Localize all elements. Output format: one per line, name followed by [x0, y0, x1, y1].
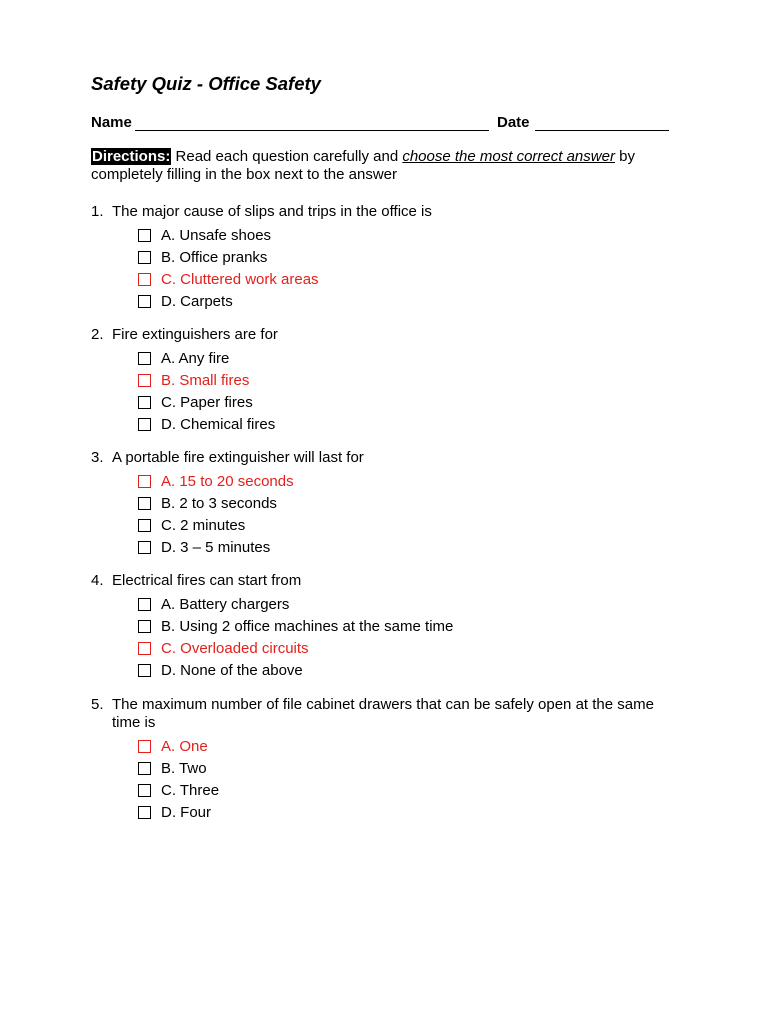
question-2 — [91, 326, 681, 436]
answer-option[interactable]: A. Unsafe shoes — [91, 225, 681, 247]
question-text: Electrical fires can start from — [112, 572, 302, 589]
directions-emphasis: choose the most correct answer — [402, 148, 615, 165]
answer-option[interactable]: C. 2 minutes — [91, 515, 681, 537]
checkbox-icon[interactable] — [138, 784, 151, 797]
date-field[interactable] — [535, 130, 669, 131]
question-3 — [91, 449, 681, 559]
checkbox-icon[interactable] — [138, 642, 151, 655]
answer-option-correct[interactable]: A. 15 to 20 seconds — [91, 471, 681, 493]
checkbox-icon[interactable] — [138, 374, 151, 387]
question-1 — [91, 203, 681, 313]
answer-option[interactable]: C. Three — [91, 780, 681, 802]
checkbox-icon[interactable] — [138, 740, 151, 753]
answer-options — [91, 471, 681, 559]
directions-label: Directions: — [92, 148, 171, 165]
checkbox-icon[interactable] — [138, 598, 151, 611]
answer-option[interactable]: D. 3 – 5 minutes — [91, 537, 681, 559]
answer-option[interactable]: D. Chemical fires — [91, 414, 681, 436]
answer-option[interactable]: B. 2 to 3 seconds — [91, 493, 681, 515]
directions-text-before: Read each question carefully and — [171, 148, 403, 165]
answer-options — [91, 348, 681, 436]
checkbox-icon[interactable] — [138, 497, 151, 510]
answer-option[interactable]: D. Four — [91, 802, 681, 824]
question-4 — [91, 572, 681, 682]
checkbox-icon[interactable] — [138, 541, 151, 554]
date-label: Date — [497, 114, 530, 131]
question-number: 5. — [91, 696, 104, 713]
question-5 — [91, 696, 681, 824]
checkbox-icon[interactable] — [138, 418, 151, 431]
answer-option-correct[interactable]: C. Overloaded circuits — [91, 638, 681, 660]
question-text: A portable fire extinguisher will last for — [112, 449, 364, 466]
answer-options — [91, 225, 681, 313]
checkbox-icon[interactable] — [138, 273, 151, 286]
answer-option-correct[interactable]: A. One — [91, 736, 681, 758]
checkbox-icon[interactable] — [138, 664, 151, 677]
checkbox-icon[interactable] — [138, 229, 151, 242]
question-number: 1. — [91, 203, 104, 220]
checkbox-icon[interactable] — [138, 762, 151, 775]
name-field[interactable] — [135, 130, 489, 131]
name-label: Name — [91, 114, 132, 131]
directions — [91, 148, 691, 184]
question-text: The maximum number of file cabinet drawers that can be safely open at the same time is — [112, 696, 654, 731]
answer-option[interactable]: B. Using 2 office machines at the same time — [91, 616, 681, 638]
answer-options — [91, 594, 681, 682]
answer-option-correct[interactable]: C. Cluttered work areas — [91, 269, 681, 291]
answer-option[interactable]: A. Any fire — [91, 348, 681, 370]
checkbox-icon[interactable] — [138, 475, 151, 488]
answer-option[interactable]: B. Office pranks — [91, 247, 681, 269]
answer-option-correct[interactable]: B. Small fires — [91, 370, 681, 392]
answer-option[interactable]: C. Paper fires — [91, 392, 681, 414]
checkbox-icon[interactable] — [138, 519, 151, 532]
directions-text-after: by completely filling in the box next to the answer — [91, 148, 635, 183]
name-date-row — [91, 114, 691, 134]
question-number: 2. — [91, 326, 104, 343]
checkbox-icon[interactable] — [138, 251, 151, 264]
question-number: 3. — [91, 449, 104, 466]
answer-option[interactable]: D. None of the above — [91, 660, 681, 682]
question-text: The major cause of slips and trips in the office is — [112, 203, 432, 220]
checkbox-icon[interactable] — [138, 352, 151, 365]
question-number: 4. — [91, 572, 104, 589]
quiz-title: Safety Quiz - Office Safety — [91, 73, 321, 94]
answer-options — [91, 736, 681, 824]
checkbox-icon[interactable] — [138, 295, 151, 308]
checkbox-icon[interactable] — [138, 396, 151, 409]
answer-option[interactable]: A. Battery chargers — [91, 594, 681, 616]
checkbox-icon[interactable] — [138, 620, 151, 633]
checkbox-icon[interactable] — [138, 806, 151, 819]
question-text: Fire extinguishers are for — [112, 326, 278, 343]
answer-option[interactable]: B. Two — [91, 758, 681, 780]
answer-option[interactable]: D. Carpets — [91, 291, 681, 313]
